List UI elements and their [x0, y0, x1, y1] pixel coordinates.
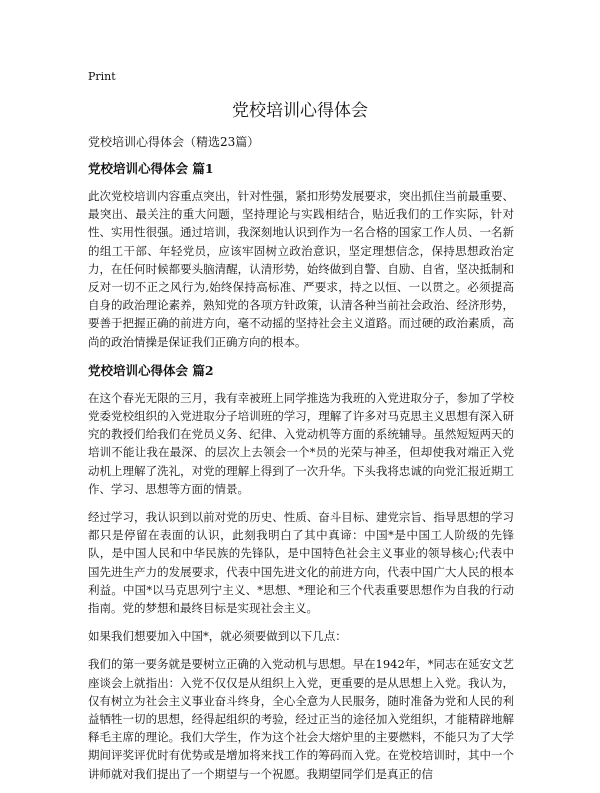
paragraph: 在这个春光无限的三月，我有幸被班上同学推选为我班的入党进取分子，参加了学校党委党校组织的入党进取分子培训班的学习，理解了许多对马克思主义思想有深入研究的教授们给我们在党员义务、纪律、入党动机等方面的系统辅导。虽然短短两天的培训不能让我在最深、的层次上去领会一个*员的光荣与神圣，但却使我对端正入党动机上理解了洗礼，对党的理解上得到了一次升华。下头我将忠诚的向党汇报近期工作、学习、思想等方面的情景。 [88, 390, 514, 496]
section-heading: 党校培训心得体会 篇2 [88, 362, 214, 378]
document-body [88, 159, 514, 793]
paragraph: 如果我们想要加入中国*，就必须要做到以下几点： [88, 629, 347, 644]
print-label[interactable]: Print [88, 70, 116, 83]
paragraph: 此次党校培训内容重点突出，针对性强，紧扣形势发展要求，突出抓住当前最重要、最突出、最关注的重大问题，坚持理论与实践相结合，贴近我们的工作实际，针对性、实用性很强。通过培训，我深刻地认识到作为一名合格的国家工作人员、一名新的组工干部、年轻党员，应该牢固树立政治意识，坚定理想信念，保持思想政治定力，在任何时候都要头脑清醒，认清形势，始终做到自警、自励、自省，坚决抵制和反对一切不正之风行为,始终保持高标准、严要求，持之以恒、一以贯之。必须提高自身的政治理论素养，熟知党的各项方针政策，认清各种当前社会政治、经济形势，要善于把握正确的前进方向，毫不动摇的坚持社会主义道路。而过硬的政治素质，高尚的政治情操是保证我们正确方向的根本。 [88, 189, 514, 349]
section-heading: 党校培训心得体会 篇1 [88, 161, 214, 176]
page-title: 党校培训心得体会 [232, 101, 368, 121]
section-1 [88, 159, 514, 351]
document-subtitle: 党校培训心得体会（精选23篇） [88, 135, 260, 149]
paragraph: 我们的第一要务就是要树立正确的入党动机与思想。早在1942年，*同志在延安文艺座谈会上就指出：入党不仅仅是从组织上入党，更重要的是从思想上入党。我认为，仅有树立为社会主义事业奋斗终身，全心全意为人民服务，随时准备为党和人民的利益牺牲一切的思想，经得起组织的考验，经过正当的途径加入党组织，才能精辟地解释毛主席的理论。我们大学生，作为这个社会大熔炉里的主要燃料，不能只为了大学期间评奖评优时有优势或是增加将来找工作的筹码而入党。在党校培训时，其中一个讲师就对我们提出了一个期望与一个祝愿。我期望同学们是真正的信 [88, 657, 515, 781]
paragraph: 经过学习，我认识到以前对党的历史、性质、奋斗目标、建党宗旨、指导思想的学习都只是停留在表面的认识，此刻我明白了其中真谛：中国*是中国工人阶级的先锋队，是中国人民和中华民族的先锋队，是中国特色社会主义事业的领导核心;代表中国先进生产力的发展要求，代表中国先进文化的前进方向，代表中国广大人民的根本利益。中国*以马克思列宁主义、*思想、*理论和三个代表重要思想作为自我的行动指南。党的梦想和最终目标是实现社会主义。 [88, 510, 514, 616]
section-2 [88, 361, 514, 783]
